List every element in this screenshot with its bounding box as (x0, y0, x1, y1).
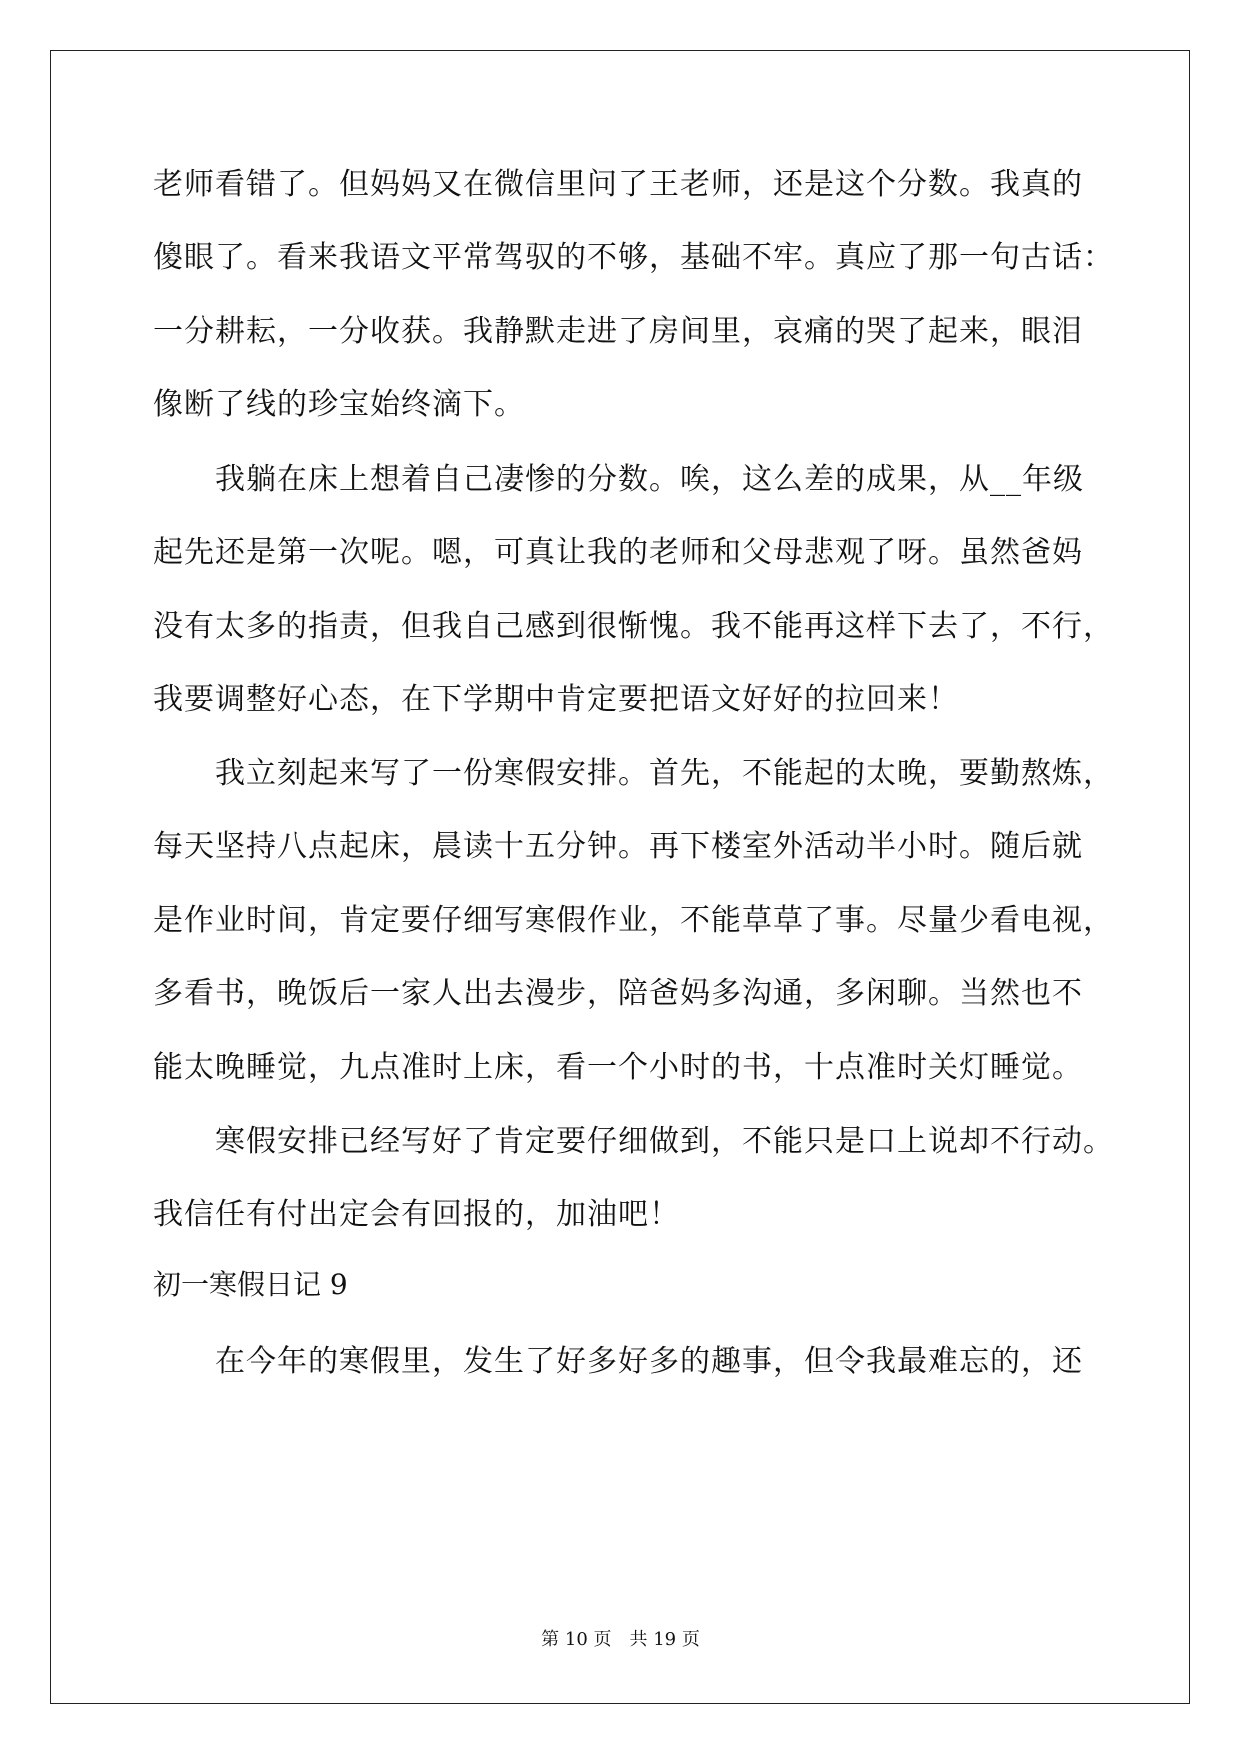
text-line: 每天坚持八点起床，晨读十五分钟。再下楼室外活动半小时。随后就 (153, 829, 1083, 864)
text-line: 是作业时间，肯定要仔细写寒假作业，不能草草了事。尽量少看电视， (153, 903, 1114, 938)
text-line: 没有太多的指责，但我自己感到很惭愧。我不能再这样下去了，不行， (153, 609, 1114, 644)
text-line: 起先还是第一次呢。嗯，可真让我的老师和父母悲观了呀。虽然爸妈 (153, 535, 1083, 570)
text-line: 多看书，晚饭后一家人出去漫步，陪爸妈多沟通，多闲聊。当然也不 (153, 976, 1083, 1011)
text-line: 老师看错了。但妈妈又在微信里问了王老师，还是这个分数。我真的 (153, 167, 1083, 202)
text-line: 我信任有付出定会有回报的，加油吧！ (153, 1197, 680, 1232)
text-line: 我躺在床上想着自己凄惨的分数。唉，这么差的成果，从__年级 (153, 462, 1084, 497)
text-line: 我立刻起来写了一份寒假安排。首先，不能起的太晚，要勤熬炼， (153, 756, 1114, 791)
page-border (50, 50, 1190, 1704)
text-line: 寒假安排已经写好了肯定要仔细做到，不能只是口上说却不行动。 (153, 1124, 1114, 1159)
text-line: 傻眼了。看来我语文平常驾驭的不够，基础不牢。真应了那一句古话： (153, 240, 1114, 275)
text-line: 像断了线的珍宝始终滴下。 (153, 387, 525, 422)
text-line: 我要调整好心态，在下学期中肯定要把语文好好的拉回来！ (153, 682, 959, 717)
section-heading: 初一寒假日记 9 (153, 1268, 348, 1301)
text-line: 能太晚睡觉，九点准时上床，看一个小时的书，十点准时关灯睡觉。 (153, 1050, 1083, 1085)
text-line: 一分耕耘，一分收获。我静默走进了房间里，哀痛的哭了起来，眼泪 (153, 314, 1083, 349)
page-number: 第 10 页 共 19 页 (541, 1629, 700, 1650)
text-line: 在今年的寒假里，发生了好多好多的趣事，但令我最难忘的，还 (153, 1344, 1083, 1379)
